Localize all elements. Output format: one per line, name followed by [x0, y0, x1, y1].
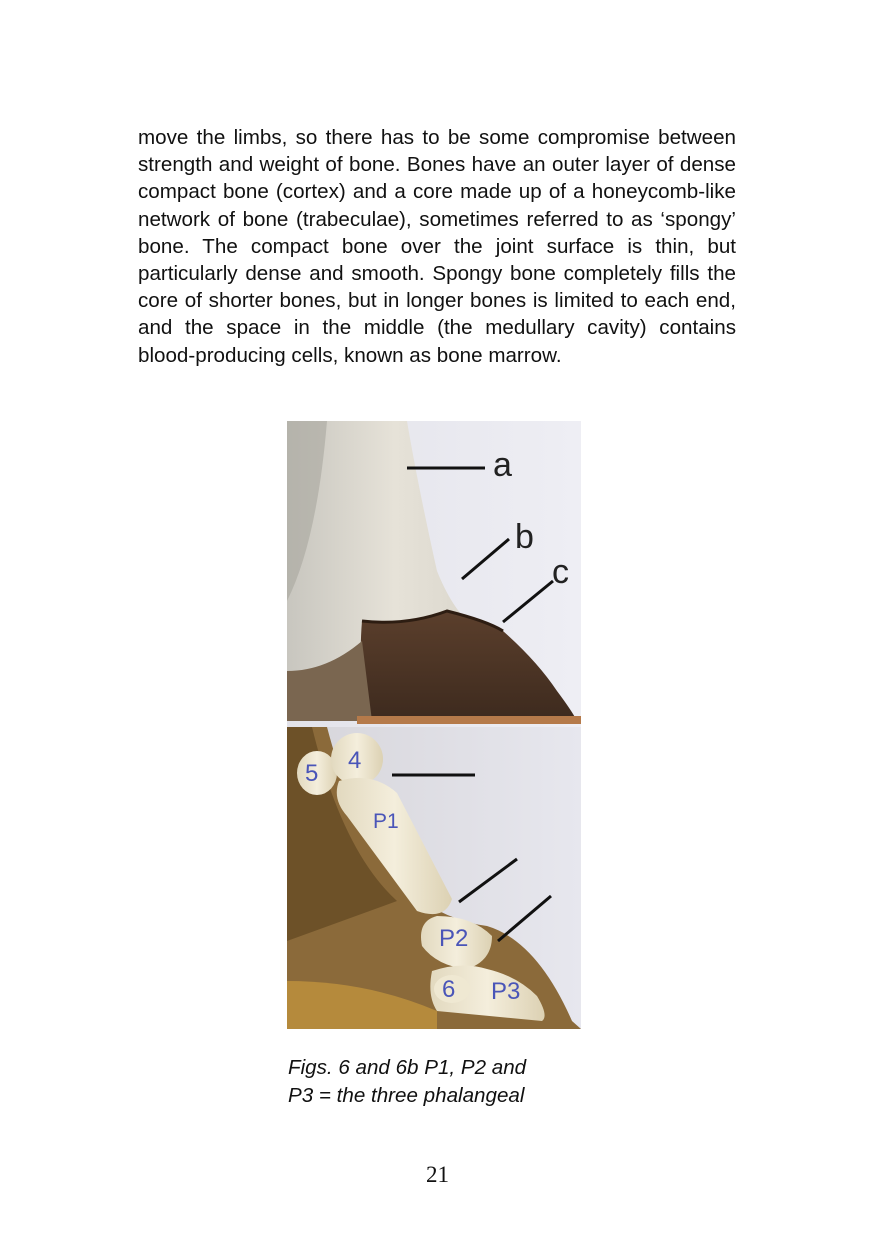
label-5: 5: [305, 760, 319, 787]
figure-caption: [288, 1054, 588, 1109]
hoof-exterior-photo: [287, 421, 581, 727]
label-4: 4: [348, 747, 362, 774]
caption-line-1: Figs. 6 and 6b P1, P2 and: [288, 1056, 527, 1079]
hoof-skeleton-photo: [287, 727, 581, 1029]
label-a: a: [493, 446, 512, 484]
body-paragraph: move the limbs, so there has to be some compromise between strength and weight of bone. Bones have an outer layer of dense compact bone (cortex) and a core made up of a honeycomb-like network of bone (trabeculae), sometimes referred to as ‘spongy’ bone. The compact bone over the joint surface is thin, but particularly dense and smooth. Spongy bone completely fills the core of shorter bones, but in longer bones is limited to each end, and the space in the middle (the medullary cavity) contains blood-producing cells, known as bone marrow.: [138, 126, 736, 367]
hoof-figure-svg: [287, 421, 581, 1029]
label-6: 6: [442, 976, 456, 1003]
caption-line-2: P3 = the three phalangeal: [288, 1083, 525, 1107]
label-c: c: [552, 553, 569, 591]
label-b: b: [515, 518, 534, 556]
label-p1: P1: [373, 810, 399, 833]
label-p3: P3: [491, 978, 521, 1005]
label-p2: P2: [439, 925, 469, 952]
hoof-figure: [287, 421, 581, 1029]
page-number: 21: [426, 1162, 449, 1187]
